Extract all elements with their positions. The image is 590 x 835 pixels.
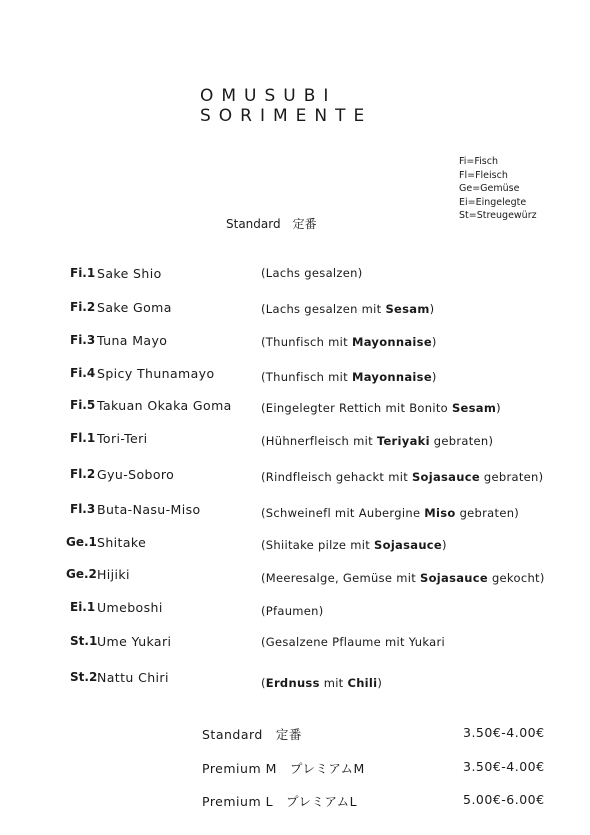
item-code: Ge.1 bbox=[66, 535, 97, 549]
item-description bbox=[261, 635, 445, 649]
item-description bbox=[261, 335, 437, 349]
item-code: Fl.1 bbox=[70, 431, 96, 445]
item-code: Fi.3 bbox=[70, 333, 96, 347]
description-highlight: Chili bbox=[347, 676, 378, 690]
description-text: gebraten) bbox=[455, 506, 520, 520]
description-text: (Thunfisch mit bbox=[261, 335, 352, 349]
description-text: (Lachs gesalzen) bbox=[261, 266, 363, 280]
description-highlight: Sesam bbox=[385, 302, 430, 316]
description-highlight: Sojasauce bbox=[420, 571, 488, 585]
description-text: (Hühnerfleisch mit bbox=[261, 434, 377, 448]
item-name: Ume Yukari bbox=[97, 634, 172, 649]
description-highlight: Sojasauce bbox=[374, 538, 443, 552]
description-text: gebraten) bbox=[429, 434, 494, 448]
menu-item-row bbox=[0, 600, 590, 618]
item-name: Tori-Teri bbox=[97, 431, 148, 446]
item-name: Takuan Okaka Goma bbox=[97, 398, 232, 413]
legend-item: Ge=Gemüse bbox=[459, 183, 520, 194]
item-description bbox=[261, 571, 545, 585]
item-name: Sake Shio bbox=[97, 266, 162, 281]
item-code: Fl.2 bbox=[70, 467, 96, 481]
description-text: (Rindfleisch gehackt mit bbox=[261, 470, 412, 484]
description-highlight: Miso bbox=[424, 506, 456, 520]
item-code: Ei.1 bbox=[70, 600, 96, 614]
menu-item-row bbox=[0, 398, 590, 416]
item-description bbox=[261, 266, 363, 280]
item-code: Fi.1 bbox=[70, 266, 96, 280]
legend-item: Ei=Eingelegte bbox=[459, 196, 527, 208]
menu-item-row bbox=[0, 333, 590, 351]
description-highlight: Teriyaki bbox=[376, 434, 430, 448]
category-legend bbox=[459, 155, 537, 223]
item-code: St.1 bbox=[70, 634, 98, 648]
menu-item-row bbox=[0, 634, 590, 652]
item-name: Buta-Nasu-Miso bbox=[97, 502, 201, 517]
item-name: Tuna Mayo bbox=[97, 333, 168, 348]
description-highlight: Mayonnaise bbox=[351, 335, 432, 349]
item-description bbox=[261, 604, 324, 618]
menu-item-row bbox=[0, 502, 590, 520]
item-name: Gyu-Soboro bbox=[97, 467, 175, 482]
item-name: Umeboshi bbox=[97, 600, 163, 615]
menu-title-line1: OMUSUBI bbox=[200, 86, 337, 106]
description-text: ( bbox=[261, 676, 266, 690]
price-value: 3.50€-4.00€ bbox=[463, 725, 545, 740]
description-highlight: Mayonnaise bbox=[351, 370, 432, 384]
menu-item-row bbox=[0, 366, 590, 384]
item-description bbox=[261, 434, 493, 448]
section-label: Standard 定番 bbox=[226, 217, 317, 231]
menu-item-row bbox=[0, 467, 590, 485]
item-code: St.2 bbox=[70, 670, 98, 684]
description-text: (Shiitake pilze mit bbox=[261, 538, 375, 552]
description-text: gebraten) bbox=[479, 470, 544, 484]
description-text: ) bbox=[431, 335, 437, 349]
legend-item: Fl=Fleisch bbox=[459, 169, 508, 181]
menu-item-row bbox=[0, 266, 590, 284]
price-value: 3.50€-4.00€ bbox=[463, 759, 545, 774]
price-label: Standard 定番 bbox=[202, 727, 302, 742]
description-highlight: Sesam bbox=[451, 401, 497, 415]
price-value: 5.00€-6.00€ bbox=[463, 792, 545, 807]
description-text: (Gesalzene Pflaume mit Yukari bbox=[261, 635, 445, 649]
description-text: (Pfaumen) bbox=[261, 604, 324, 618]
menu-item-row bbox=[0, 567, 590, 585]
description-text: ) bbox=[429, 302, 435, 316]
description-text: (Lachs gesalzen mit bbox=[261, 302, 386, 316]
description-text: ) bbox=[431, 370, 437, 384]
item-name: Spicy Thunamayo bbox=[97, 366, 215, 381]
item-description bbox=[261, 506, 519, 520]
description-text: (Eingelegter Rettich mit Bonito bbox=[261, 401, 452, 415]
description-text: mit bbox=[319, 676, 348, 690]
description-highlight: Erdnuss bbox=[265, 676, 320, 690]
price-label: Premium L プレミアムL bbox=[202, 794, 358, 809]
menu-item-row bbox=[0, 535, 590, 553]
item-description bbox=[261, 401, 501, 415]
menu-item-row bbox=[0, 670, 590, 688]
description-highlight: Sojasauce bbox=[411, 470, 480, 484]
description-text: (Schweinefl mit Aubergine bbox=[261, 506, 425, 520]
description-text: ) bbox=[496, 401, 501, 415]
description-text: gekocht) bbox=[488, 571, 545, 585]
item-name: Sake Goma bbox=[97, 300, 172, 315]
item-code: Fi.5 bbox=[70, 398, 96, 412]
item-description bbox=[261, 538, 447, 552]
item-code: Fi.2 bbox=[70, 300, 96, 314]
description-text: (Thunfisch mit bbox=[261, 370, 352, 384]
item-code: Ge.2 bbox=[66, 567, 97, 581]
description-text: ) bbox=[377, 676, 383, 690]
item-description bbox=[261, 470, 543, 484]
price-label: Premium M プレミアムM bbox=[202, 761, 365, 776]
item-name: Hijiki bbox=[97, 567, 130, 582]
legend-item: Fi=Fisch bbox=[459, 156, 498, 167]
legend-item: St=Streugewürz bbox=[459, 210, 537, 221]
menu-item-row bbox=[0, 300, 590, 318]
menu-title-line2: SORIMENTE bbox=[200, 106, 373, 126]
item-description bbox=[261, 676, 382, 690]
item-name: Shitake bbox=[97, 535, 147, 550]
description-text: (Meeresalge, Gemüse mit bbox=[261, 571, 420, 585]
description-text: ) bbox=[442, 538, 447, 552]
item-description bbox=[261, 302, 434, 316]
menu-item-row bbox=[0, 431, 590, 449]
item-name: Nattu Chiri bbox=[97, 670, 169, 685]
item-code: Fi.4 bbox=[70, 366, 96, 380]
item-description bbox=[261, 370, 437, 384]
item-code: Fl.3 bbox=[70, 502, 96, 516]
